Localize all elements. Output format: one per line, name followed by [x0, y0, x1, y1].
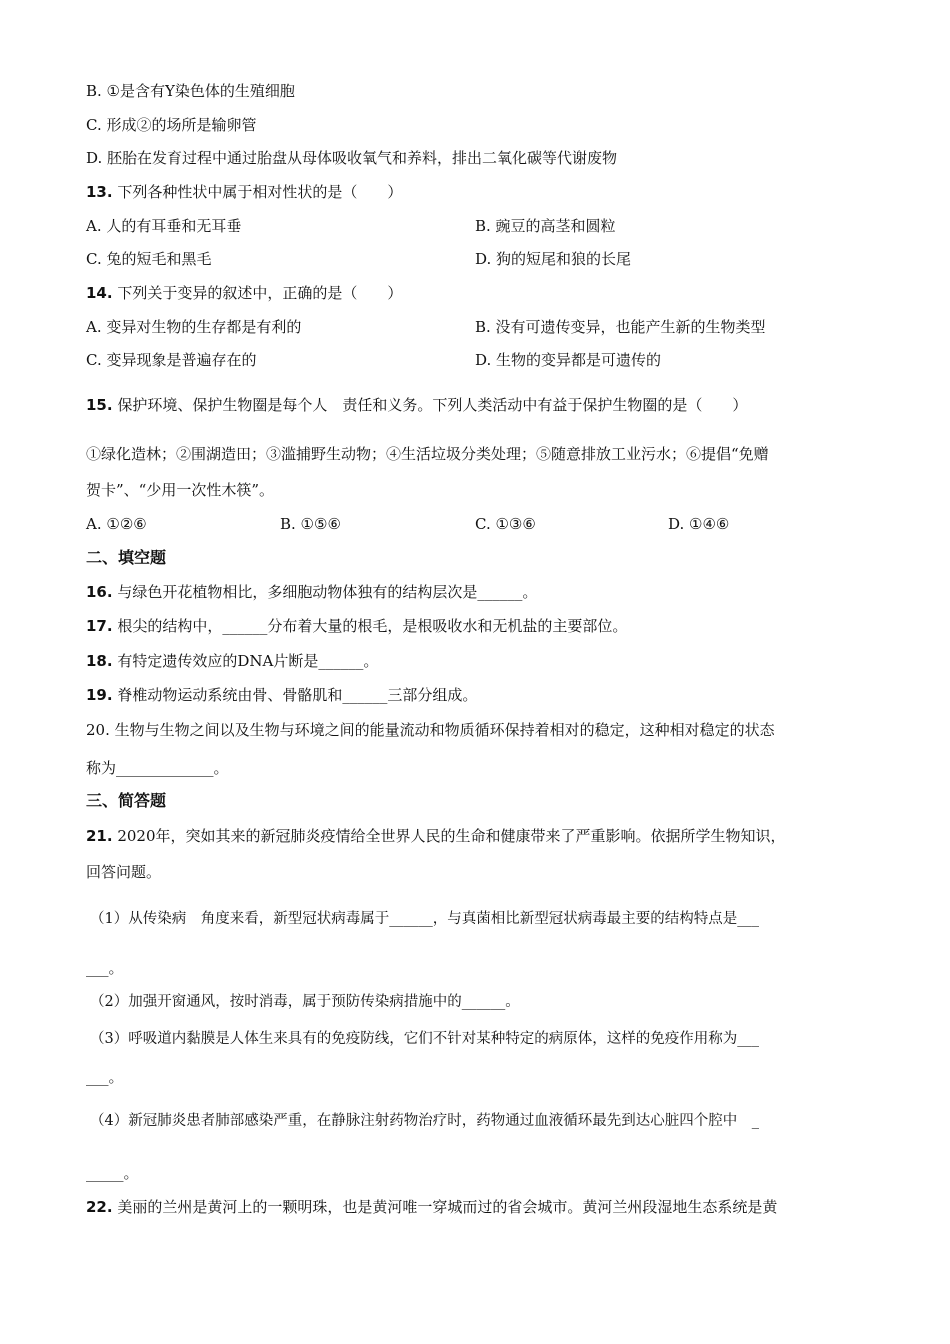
q15-stem	[86, 394, 747, 416]
q15-number: 15.	[86, 396, 113, 414]
q14-number: 14.	[86, 284, 113, 302]
q21-part3-cont: ___。	[86, 1068, 124, 1086]
q15-option-d: D. ①④⑥	[668, 515, 730, 533]
q15-items-line1: ①绿化造林；②围湖造田；③滥捕野生动物；④生活垃圾分类处理；⑤随意排放工业污水；⑥提倡“免赠	[86, 445, 769, 463]
q21-part1: （1）从传染病 角度来看，新型冠状病毒属于______，与真菌相比新型冠状病毒最主要的结构特点是___	[90, 911, 759, 927]
q15-option-a: A. ①②⑥	[86, 515, 147, 533]
q21-part4-cont: _____。	[86, 1164, 139, 1182]
q13-text: 下列各种性状中属于相对性状的是（ ）	[112, 183, 403, 201]
q13-option-d: D. 狗的短尾和狼的长尾	[475, 250, 632, 268]
q21-part4: （4）新冠肺炎患者肺部感染严重，在静脉注射药物治疗时，药物通过血液循环最先到达心脏四个腔中 _	[90, 1113, 759, 1129]
q15-option-c: C. ①③⑥	[475, 515, 536, 533]
q17-number: 17.	[86, 617, 113, 635]
q14-option-c: C. 变异现象是普遍存在的	[86, 351, 257, 369]
q15-text: 保护环境、保护生物圈是每个人 责任和义务。下列人类活动中有益于保护生物圈的是（ ）	[112, 396, 748, 414]
q19	[86, 684, 477, 706]
q21-text: 2020年，突如其来的新冠肺炎疫情给全世界人民的生命和健康带来了严重影响。依据所学生物知识，	[112, 827, 786, 845]
q14-stem	[86, 282, 402, 304]
q14-option-a: A. 变异对生物的生存都是有利的	[86, 318, 302, 336]
q21-stem	[86, 825, 786, 847]
q14-option-d: D. 生物的变异都是可遗传的	[475, 351, 662, 369]
q18	[86, 650, 378, 672]
q22-stem	[86, 1196, 777, 1218]
q21-stem-line2: 回答问题。	[86, 863, 162, 881]
q18-number: 18.	[86, 652, 113, 670]
q12-option-d: D. 胚胎在发育过程中通过胎盘从母体吸收氧气和养料，排出二氧化碳等代谢废物	[86, 149, 618, 167]
q22-text: 美丽的兰州是黄河上的一颗明珠，也是黄河唯一穿城而过的省会城市。黄河兰州段湿地生态系统是黄	[112, 1198, 778, 1216]
q13-stem	[86, 181, 402, 203]
q20-line1: 20. 生物与生物之间以及生物与环境之间的能量流动和物质循环保持着相对的稳定，这种相对稳定的状态	[86, 721, 775, 739]
q12-option-b: B. ①是含有Y染色体的生殖细胞	[86, 82, 295, 100]
section-short-answer-heading: 三、简答题	[86, 791, 167, 810]
q16-number: 16.	[86, 583, 113, 601]
q16	[86, 581, 537, 603]
q17-text: 根尖的结构中，______分布着大量的根毛，是根吸收水和无机盐的主要部位。	[112, 617, 628, 635]
q21-number: 21.	[86, 827, 113, 845]
q19-text: 脊椎动物运动系统由骨、骨骼肌和______三部分组成。	[112, 686, 478, 704]
q13-option-c: C. 兔的短毛和黑毛	[86, 250, 212, 268]
q21-part3: （3）呼吸道内黏膜是人体生来具有的免疫防线，它们不针对某种特定的病原体，这样的免疫作用称为___	[90, 1031, 759, 1047]
q15-option-b: B. ①⑤⑥	[280, 515, 341, 533]
q14-text: 下列关于变异的叙述中，正确的是（ ）	[112, 284, 403, 302]
q18-text: 有特定遗传效应的DNA片断是______。	[112, 652, 379, 670]
q21-part1-cont: ___。	[86, 959, 124, 977]
q20-line2: 称为_____________。	[86, 759, 229, 777]
section-fill-in-heading: 二、填空题	[86, 548, 167, 567]
q22-number: 22.	[86, 1198, 113, 1216]
q13-option-a: A. 人的有耳垂和无耳垂	[86, 217, 242, 235]
q14-option-b: B. 没有可遗传变异，也能产生新的生物类型	[475, 318, 766, 336]
q13-number: 13.	[86, 183, 113, 201]
q19-number: 19.	[86, 686, 113, 704]
q21-part2: （2）加强开窗通风，按时消毒，属于预防传染病措施中的______。	[90, 994, 520, 1010]
q12-option-c: C. 形成②的场所是输卵管	[86, 116, 257, 134]
q13-option-b: B. 豌豆的高茎和圆粒	[475, 217, 616, 235]
q15-items-line2: 贺卡”、“少用一次性木筷”。	[86, 481, 275, 499]
q17	[86, 615, 627, 637]
q16-text: 与绿色开花植物相比，多细胞动物体独有的结构层次是______。	[112, 583, 538, 601]
